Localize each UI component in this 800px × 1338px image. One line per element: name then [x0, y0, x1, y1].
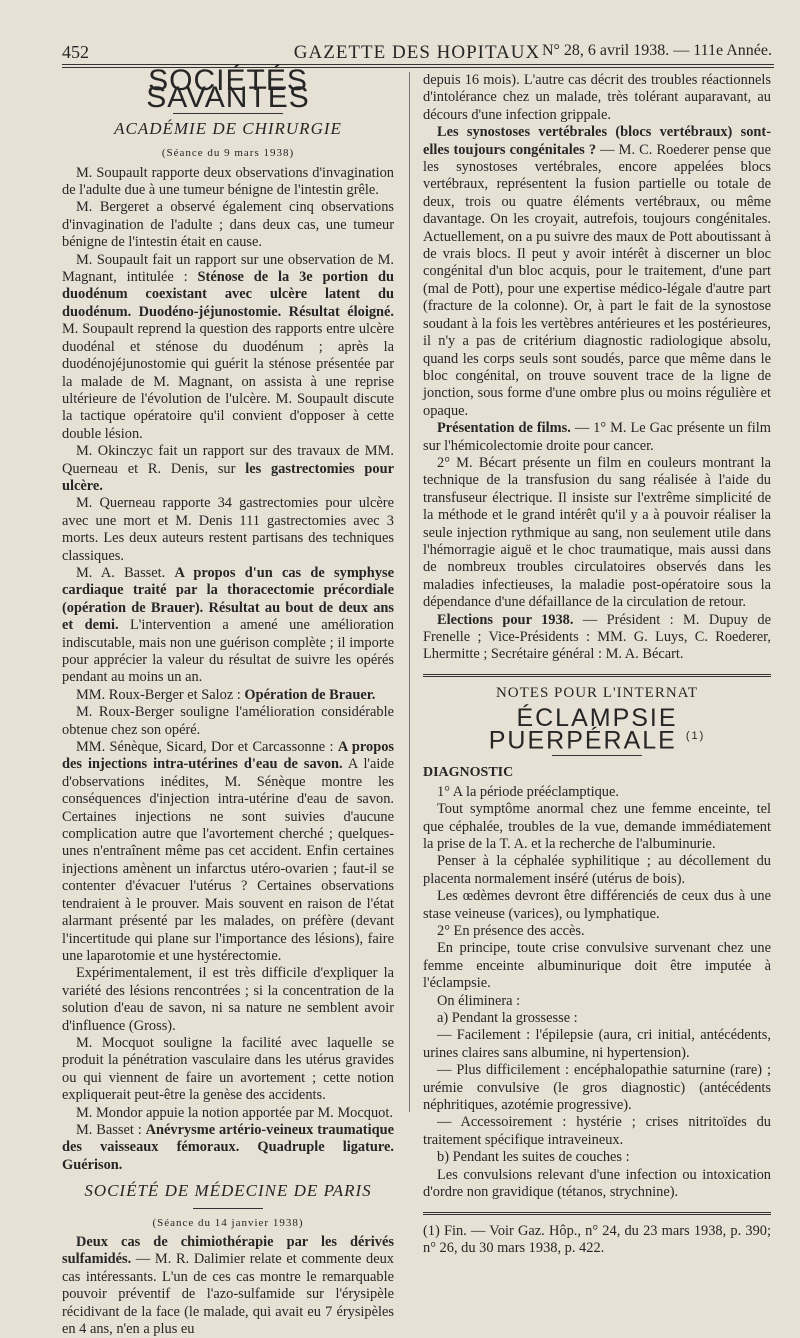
- footnote-ref: (1): [685, 729, 706, 742]
- paragraph: M. Basset : Anévrysme artério-veineux traumatique des vaisseaux fémoraux. Quadruple ligature. Guérison.: [62, 1121, 394, 1173]
- left-column: [62, 64, 395, 1338]
- paragraph: — Plus difficilement : encéphalopathie saturnine (rare) ; urémie convulsive (le gros diagnostic) (antécédents néphritiques, azotémie progressive).: [423, 1062, 771, 1114]
- paragraph: M. Querneau rapporte 34 gastrectomies pour ulcère avec une mort et M. Denis 111 gastrectomies avec 3 morts. Les deux auteurs restent partisans des techniques classiques.: [62, 495, 394, 564]
- paragraph: M. Soupault rapporte deux observations d'invagination de l'adulte due à une tumeur bénigne de l'intestin grêle.: [62, 164, 394, 199]
- paragraph: Présentation de films. — 1° M. Le Gac présente un film sur l'hémicolectomie droite pour cancer.: [423, 420, 771, 454]
- section-divider: [423, 674, 771, 677]
- paragraph: M. Soupault fait un rapport sur une observation de M. Magnant, intitulée : Sténose de la 3e portion du duodénum coexistant avec ulcère latent du duodénum. Duodéno-jéjunostomie. Résultat éloigné. M. Soupault reprend la question des rapports entre ulcère duodénal et sténose du duodénum ; après la duodénojéjunostomie qui guérit la sténose présentée par la malade de M. Magnant, on assista à une reprise ultérieure de l'évolution de l'ulcère. M. Soupault discute la tactique opératoire qu'il convient d'opposer à cette double lésion.: [62, 251, 395, 442]
- article-title: ÉCLAMPSIE PUERPÉRALE $^{(1)}$: [488, 704, 706, 754]
- paragraph: M. Roux-Berger souligne l'amélioration considérable obtenue chez son opéré.: [62, 704, 394, 738]
- paragraph: Les œdèmes devront être différenciés de ceux dus à une stase veineuse (varices), ou lymphatique.: [423, 888, 771, 922]
- footnote-divider: [423, 1212, 771, 1215]
- paragraph: 2° En présence des accès.: [437, 923, 585, 940]
- academy-heading: ACADÉMIE DE CHIRURGIE: [114, 118, 342, 138]
- paragraph: Deux cas de chimiothérapie par les dérivés sulfamidés. — M. R. Dalimier relate et commente deux cas intéressants. L'un de ces cas montre le remarquable pouvoir préventif de l'azo-sulfamide sur l'érysipèle récidivant de la face (le malade, qui avait eu 7 érysipèles en 4 ans, n'en a plus eu: [62, 1234, 394, 1338]
- society-rule: [193, 1208, 263, 1209]
- paragraph: Tout symptôme anormal chez une femme enceinte, tel que céphalée, troubles de la vue, demande immédiatement la prise de la T. A. et la recherche de l'albuminurie.: [423, 801, 771, 852]
- paragraph: Expérimentalement, il est très difficile d'expliquer la variété des lésions rencontrées ; si la concentration de la solution d'eau de savon, ni sa nature ne semblent avoir d'influence (Gross).: [62, 965, 394, 1034]
- issue-info: N° 28, 6 avril 1938. — 111e Année.: [541, 42, 772, 59]
- session-date-2: (Séance du 14 janvier 1938): [152, 1216, 304, 1229]
- paragraph: MM. Roux-Berger et Saloz : Opération de Brauer.: [76, 686, 376, 703]
- diagnostic-heading: DIAGNOSTIC: [423, 765, 514, 781]
- notes-heading: NOTES POUR L'INTERNAT: [495, 684, 699, 701]
- paragraph: On éliminera :: [437, 992, 521, 1009]
- column-separator: [409, 72, 410, 1112]
- page-number: 452: [62, 42, 89, 62]
- paragraph: M. Mocquot souligne la facilité avec laquelle se produit la pénétration vasculaire dans les utérus gravides ou qui viennent de faire un avortement ; cette notion expliquerait peut-être la genèse des accidents.: [62, 1034, 394, 1104]
- paragraph: Les synostoses vertébrales (blocs vertébraux) sont-elles toujours congénitales ? — M. C. Roederer pense que les synostoses vertébrales, encore appelées blocs vertébraux, représentent la fusion partielle ou totale de deux, trois ou quatre éléments vertébraux, ou même davantage. On les croyait, autrefois, toujours congénitales. Actuellement, on a pu suivre des maux de Pott aboutissant à de vrais blocs. Il peut y avoir intérêt à discerner un bloc congénital d'un bloc acquis, pour le traitement, d'une part (mal de Pott), pour une expertise médico-légale d'autre part (fracture de la colonne). Or, à part le fait de la synostose soudant à la fois les vertèbres antérieures et les postérieures, il n'y a pas de critérium diagnostic radiologique absolu, quand les corps seuls sont soudés, parce que même dans le bloc congénital, on trouve souvent trace de la ligne de jonction, sous forme d'une ombre plus ou moins régulière et opaque.: [423, 124, 771, 419]
- paragraph: M. A. Basset. A propos d'un cas de symphyse cardiaque traité par la thoracectomie précordiale (opération de Brauer). Résultat au bout de deux ans et demi. L'intervention a amené une amélioration indiscutable, mais non une guérison complète ; il importe pour apprécier la valeur du résultat de suivre les opérés pendant au moins un an.: [62, 564, 394, 686]
- right-column: [423, 72, 771, 1257]
- paragraph: — Accessoirement : hystérie ; crises nitritoïdes du traitement spécifique intraveineux.: [423, 1114, 771, 1148]
- paragraph: M. Okinczyc fait un rapport sur des travaux de MM. Querneau et R. Denis, sur les gastrectomies pour ulcère.: [62, 443, 394, 494]
- paragraph: M. Mondor appuie la notion apportée par M. Mocquot.: [76, 1104, 393, 1121]
- journal-title: GAZETTE DES HOPITAUX: [293, 42, 541, 63]
- paragraph: En principe, toute crise convulsive survenant chez une femme enceinte albuminurique doit être imputée à l'éclampsie.: [423, 940, 771, 992]
- paragraph: a) Pendant la grossesse :: [437, 1010, 578, 1027]
- paragraph: MM. Sénèque, Sicard, Dor et Carcassonne : A propos des injections intra-utérines d'eau de savon. A l'aide d'observations inédites, M. Sénèque montre les conséquences d'injection intra-utérine d'eau de savon. Certaines injections ne sont suivies d'aucune complication autre que l'avortement cherché ; quelques-unes n'entraînent même pas cet accident. Enfin certaines injections amènent un infarctus utéro-ovarien ; faut-il se contenter d'évacuer l'utérus ? Certaines observations tendraient à le prouver. Mais souvent en raison de l'état alarmant présenté par les malades, on préfère (devant l'incertitude qui plane sur l'importance des lésions), faire une laparotomie et une hystérectomie.: [62, 739, 394, 964]
- paragraph: M. Bergeret a observé également cinq observations d'invagination de l'adulte ; dans deux cas, une tumeur bénigne de l'intestin était en cause.: [62, 199, 394, 251]
- society-heading: SOCIÉTÉ DE MÉDECINE DE PARIS: [84, 1181, 372, 1201]
- section-title: SOCIÉTÉS SAVANTES: [146, 64, 310, 115]
- paragraph: depuis 16 mois). L'autre cas décrit des troubles réactionnels d'intolérance chez un malade, très tolérant auparavant, au décours d'une infection grippale.: [423, 72, 771, 123]
- paragraph: Les convulsions relevant d'une infection ou intoxication d'ordre non gravidique (tétanos, strychnine).: [423, 1166, 771, 1201]
- paragraph: b) Pendant les suites de couches :: [437, 1149, 630, 1166]
- paragraph: 1° A la période prééclamptique.: [437, 783, 619, 800]
- paragraph: 2° M. Bécart présente un film en couleurs montrant la technique de la transfusion du sang réalisée à l'aide du transfuseur électrique. Il insiste sur l'extrême simplicité de la méthode et le grand intérêt qu'il y a à pouvoir réaliser la seule injection rythmique au sang, non seulement utile dans l'hémorragie aiguë et le choc traumatique, mais aussi dans de nombreux troubles circulatoires observés dans les maladies infectieuses, la maladie post-opératoire sous la dépendance d'une défaillance de la circulation de retour.: [423, 454, 771, 611]
- paragraph: Elections pour 1938. — Président : M. Dupuy de Frenelle ; Vice-Présidents : MM. G. Luys, C. Roederer, Lhermitte ; Secrétaire général : M. A. Bécart.: [423, 611, 771, 663]
- footnote: (1) Fin. — Voir Gaz. Hôp., n° 24, du 23 mars 1938, p. 390; n° 26, du 30 mars 1938, p. 422.: [423, 1222, 771, 1256]
- paragraph: Penser à la céphalée syphilitique ; au décollement du placenta normalement inséré (utérus de bois).: [423, 853, 771, 887]
- paragraph: — Facilement : l'épilepsie (aura, cri initial, antécédents, urines claires sans albumine, ni hypertension).: [423, 1027, 771, 1061]
- article-rule: [552, 755, 642, 756]
- session-date: (Séance du 9 mars 1938): [161, 147, 295, 160]
- page-header: [62, 30, 772, 62]
